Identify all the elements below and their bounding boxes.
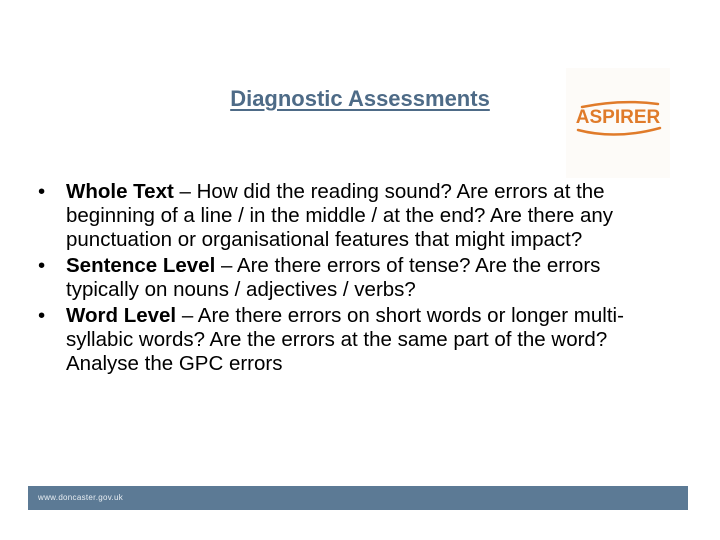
bullet-list xyxy=(28,180,678,378)
bullet-marker: • xyxy=(38,254,46,277)
aspirer-logo xyxy=(566,68,670,178)
bullet-body: – How did the reading sound? Are errors at the beginning of a line / in the middle / at the end? Are there any punctuation or organisational features that might impact? xyxy=(66,180,614,251)
bullet-word-level xyxy=(28,304,678,376)
aspirer-logo-graphic xyxy=(566,68,670,178)
logo-wordmark: ASPIRER xyxy=(575,107,661,128)
bullet-body: – Are there errors on short words or longer multi-syllabic words? Are the errors at the same part of the word? Analyse the GPC errors xyxy=(66,304,624,375)
footer-url: www.doncaster.gov.uk xyxy=(38,493,124,502)
bullet-heading: Word Level xyxy=(66,304,177,327)
bullet-sentence-level xyxy=(28,254,678,302)
bullet-marker: • xyxy=(38,304,46,327)
bullet-whole-text xyxy=(28,180,678,252)
bullet-marker: • xyxy=(38,180,46,203)
footer-bar xyxy=(28,486,688,510)
slide-title: Diagnostic Assessments xyxy=(230,86,490,111)
bullet-heading: Whole Text xyxy=(66,180,174,203)
bullet-body: – Are there errors of tense? Are the errors typically on nouns / adjectives / verbs? xyxy=(66,254,601,301)
bullet-heading: Sentence Level xyxy=(66,254,216,277)
